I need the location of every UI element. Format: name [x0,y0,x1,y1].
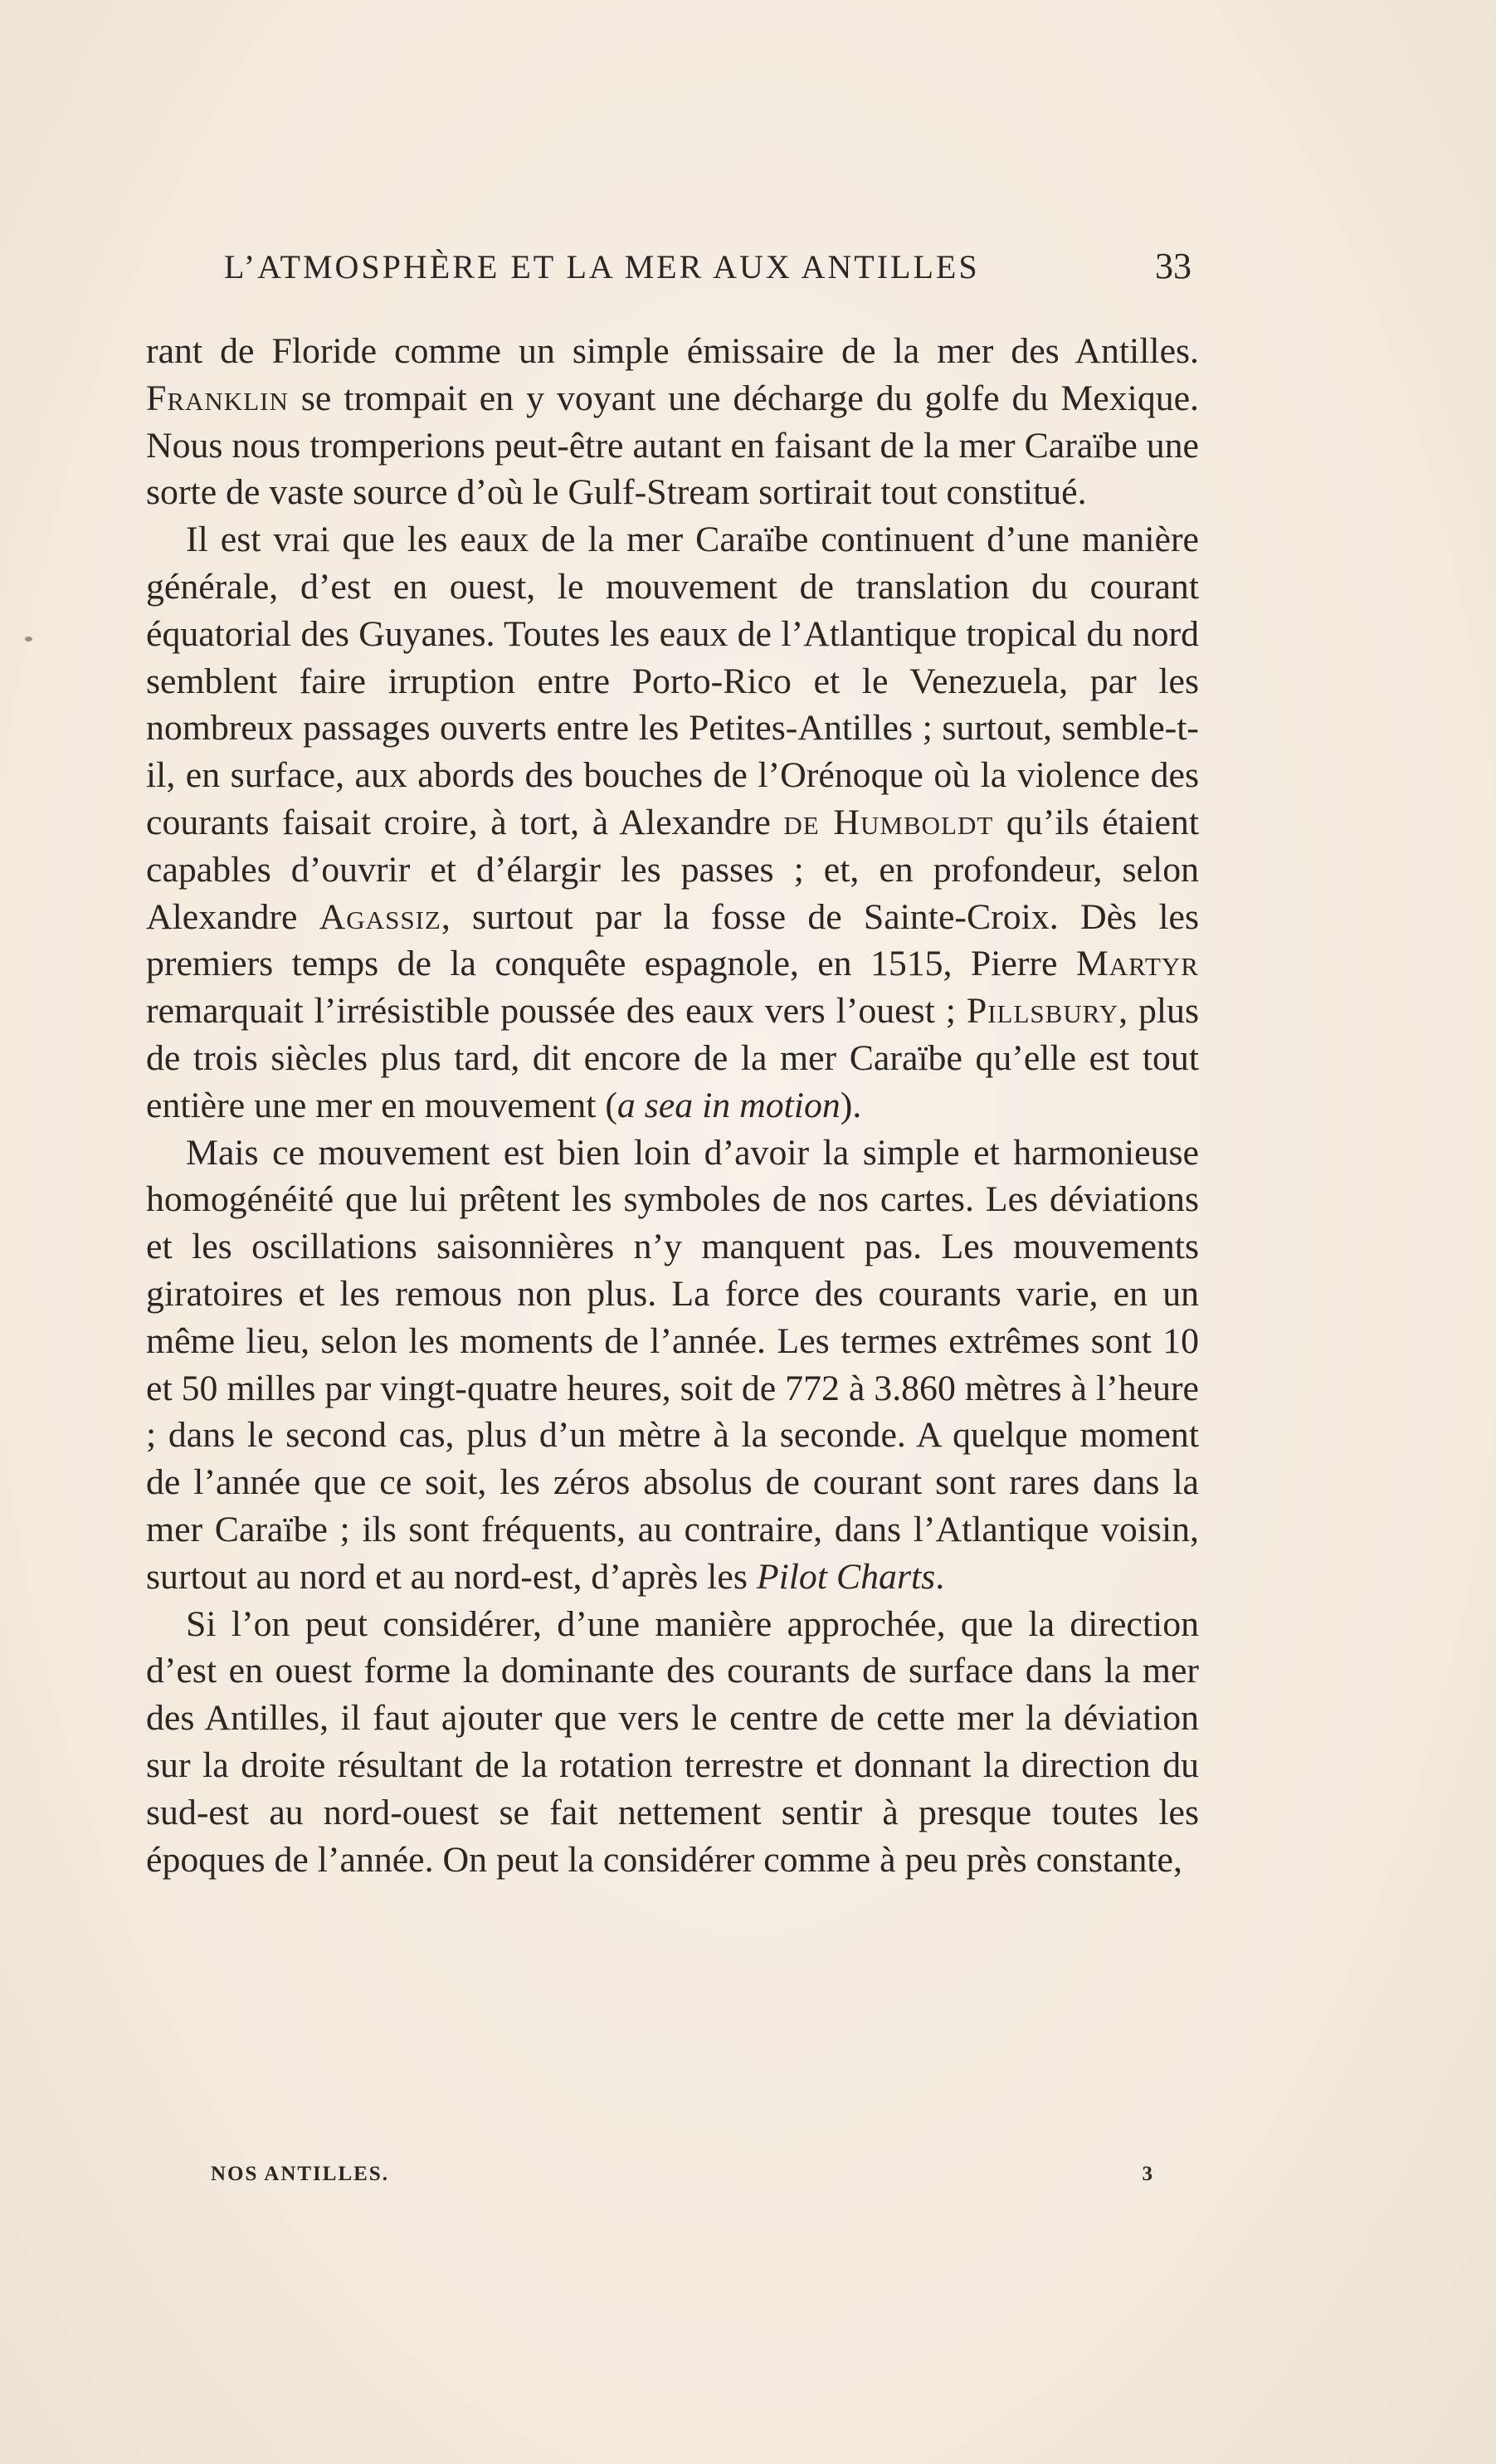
author-name-martyr: Martyr [1075,944,1199,984]
paragraph-3-text-a: Mais ce mouvement est bien loin d’avoir la simple et harmonieuse homogénéité que lui prêtent les symboles de nos cartes. Les déviations et les oscillations saisonnières n’y manquent pas. Les mouvements giratoires et les remous non plus. La force des courants varie, en un même lieu, selon les moments de l’année. Les termes extrêmes sont 10 et 50 milles par vingt-quatre heures, soit de 772 à 3.860 mètres à l’heure ; dans le second cas, plus d’un mètre à la seconde. A quelque moment de l’année que ce soit, les zéros absolus de courant sont rares dans la mer Caraïbe ; ils sont fréquents, au contraire, dans l’Atlantique voisin, surtout au nord et au nord-est, d’après les [146,1132,1199,1597]
paper-speck [25,637,32,642]
paragraph-1 [146,328,1199,516]
paragraph-2-text-b: qu’ils étaient capables d’ouvrir et d’élargir les passes ; et, en profondeur, selon Alexandre [146,802,1200,937]
paragraph-4 [146,1601,1199,1884]
paragraph-4-text: Si l’on peut considérer, d’une manière approchée, que la direction d’est en ouest forme la dominante des courants de surface dans la mer des Antilles, il faut ajouter que vers le centre de cette mer la déviation sur la droite résultant de la rotation terrestre et donnant la direction du sud-est au nord-ouest se fait nettement sentir à presque toutes les époques de l’année. On peut la considérer comme à peu près constante, [146,1603,1199,1880]
running-head [224,245,1191,305]
page-number: 33 [1155,246,1191,286]
paragraph-2 [146,516,1199,1129]
paragraph-1-text-b: se trompait en y voyant une décharge du golfe du Mexique. Nous nous tromperions peut-être autant en faisant de la mer Caraïbe une sorte de vaste source d’où le Gulf-Stream sortirait tout constitué. [146,378,1199,513]
paragraph-1-text-a: rant de Floride comme un simple émissaire de la mer des Antilles. [146,331,1199,371]
page-footer [211,2163,1154,2186]
author-name-franklin: Franklin [146,378,289,418]
italic-pilot-charts: Pilot Charts [756,1556,936,1597]
author-name-pillsbury: Pillsbury [966,991,1119,1032]
author-name-humboldt: de Humboldt [783,802,994,842]
signature-mark: NOS ANTILLES. [211,2163,389,2185]
paragraph-3-text-b: . [935,1556,945,1597]
running-title: L’ATMOSPHÈRE ET LA MER AUX ANTILLES [224,248,980,285]
paragraph-3 [146,1130,1199,1601]
author-name-agassiz: Agassiz [319,896,441,937]
paragraph-2-text-d: remarquait l’irrésistible poussée des eaux vers l’ouest ; [146,991,967,1032]
italic-quote: a sea in motion [616,1085,841,1125]
paragraph-2-text-c: , surtout par la fosse de Sainte-Croix. Dès les premiers temps de la conquête espagnole, en 1515, Pierre [146,896,1199,984]
paragraph-2-text-f: ). [840,1085,862,1125]
paragraph-2-text-a: Il est vrai que les eaux de la mer Caraïbe continuent d’une manière générale, d’est en ouest, le mouvement de translation du courant équatorial des Guyanes. Toutes les eaux de l’Atlantique tropical du nord semblent faire irruption entre Porto-Rico et le Venezuela, par les nombreux passages ouverts entre les Petites-Antilles ; surtout, semble-t-il, en surface, aux abords des bouches de l’Orénoque où la violence des courants faisait croire, à tort, à Alexandre [146,520,1199,842]
paragraph-2-text-e: , plus de trois siècles plus tard, dit encore de la mer Caraïbe qu’elle est tout entière une mer en mouvement ( [146,991,1199,1125]
body-text [146,328,1199,1883]
sheet-number: 3 [1142,2163,1154,2185]
